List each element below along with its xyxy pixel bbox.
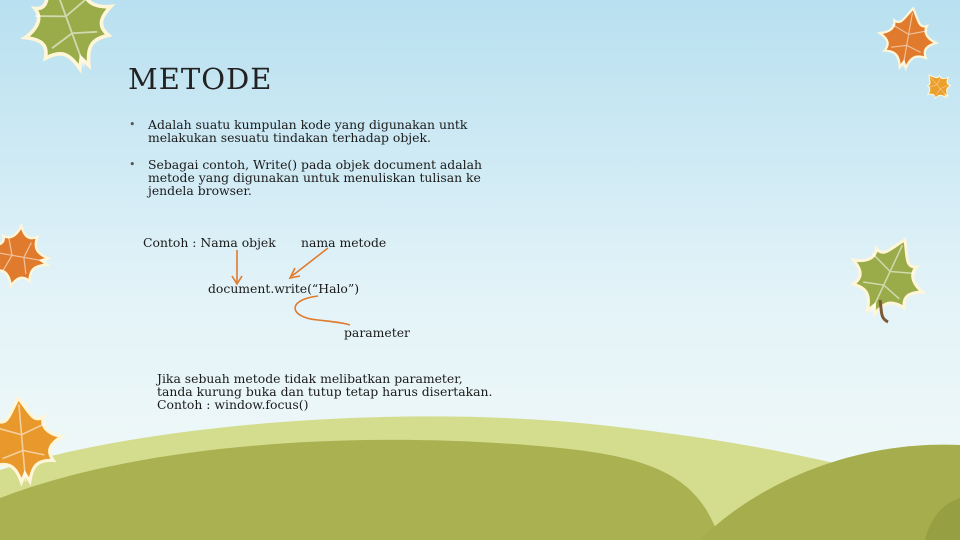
bullet-item (128, 158, 488, 197)
code-example: document.write(“Halo”) (208, 281, 360, 296)
parameter-label: parameter (344, 325, 410, 340)
bullet-item (128, 118, 488, 144)
bullet-icon: • (129, 118, 136, 131)
method-name-label: nama metode (301, 235, 387, 250)
bullet-list (128, 118, 488, 211)
note-text: Jika sebuah metode tidak melibatkan parameter, tanda kurung buka dan tutup tetap harus disertakan. Contoh : window.focus() (157, 371, 493, 412)
slide-title: METODE (128, 62, 273, 96)
bullet-text: Adalah suatu kumpulan kode yang digunakan untk melakukan sesuatu tindakan terhadap objek. (148, 117, 468, 145)
bullet-icon: • (129, 158, 136, 171)
bullet-text: Sebagai contoh, Write() pada objek document adalah metode yang digunakan untuk menuliskan tulisan ke jendela browser. (148, 157, 482, 198)
example-label: Contoh : Nama objek (143, 235, 276, 250)
